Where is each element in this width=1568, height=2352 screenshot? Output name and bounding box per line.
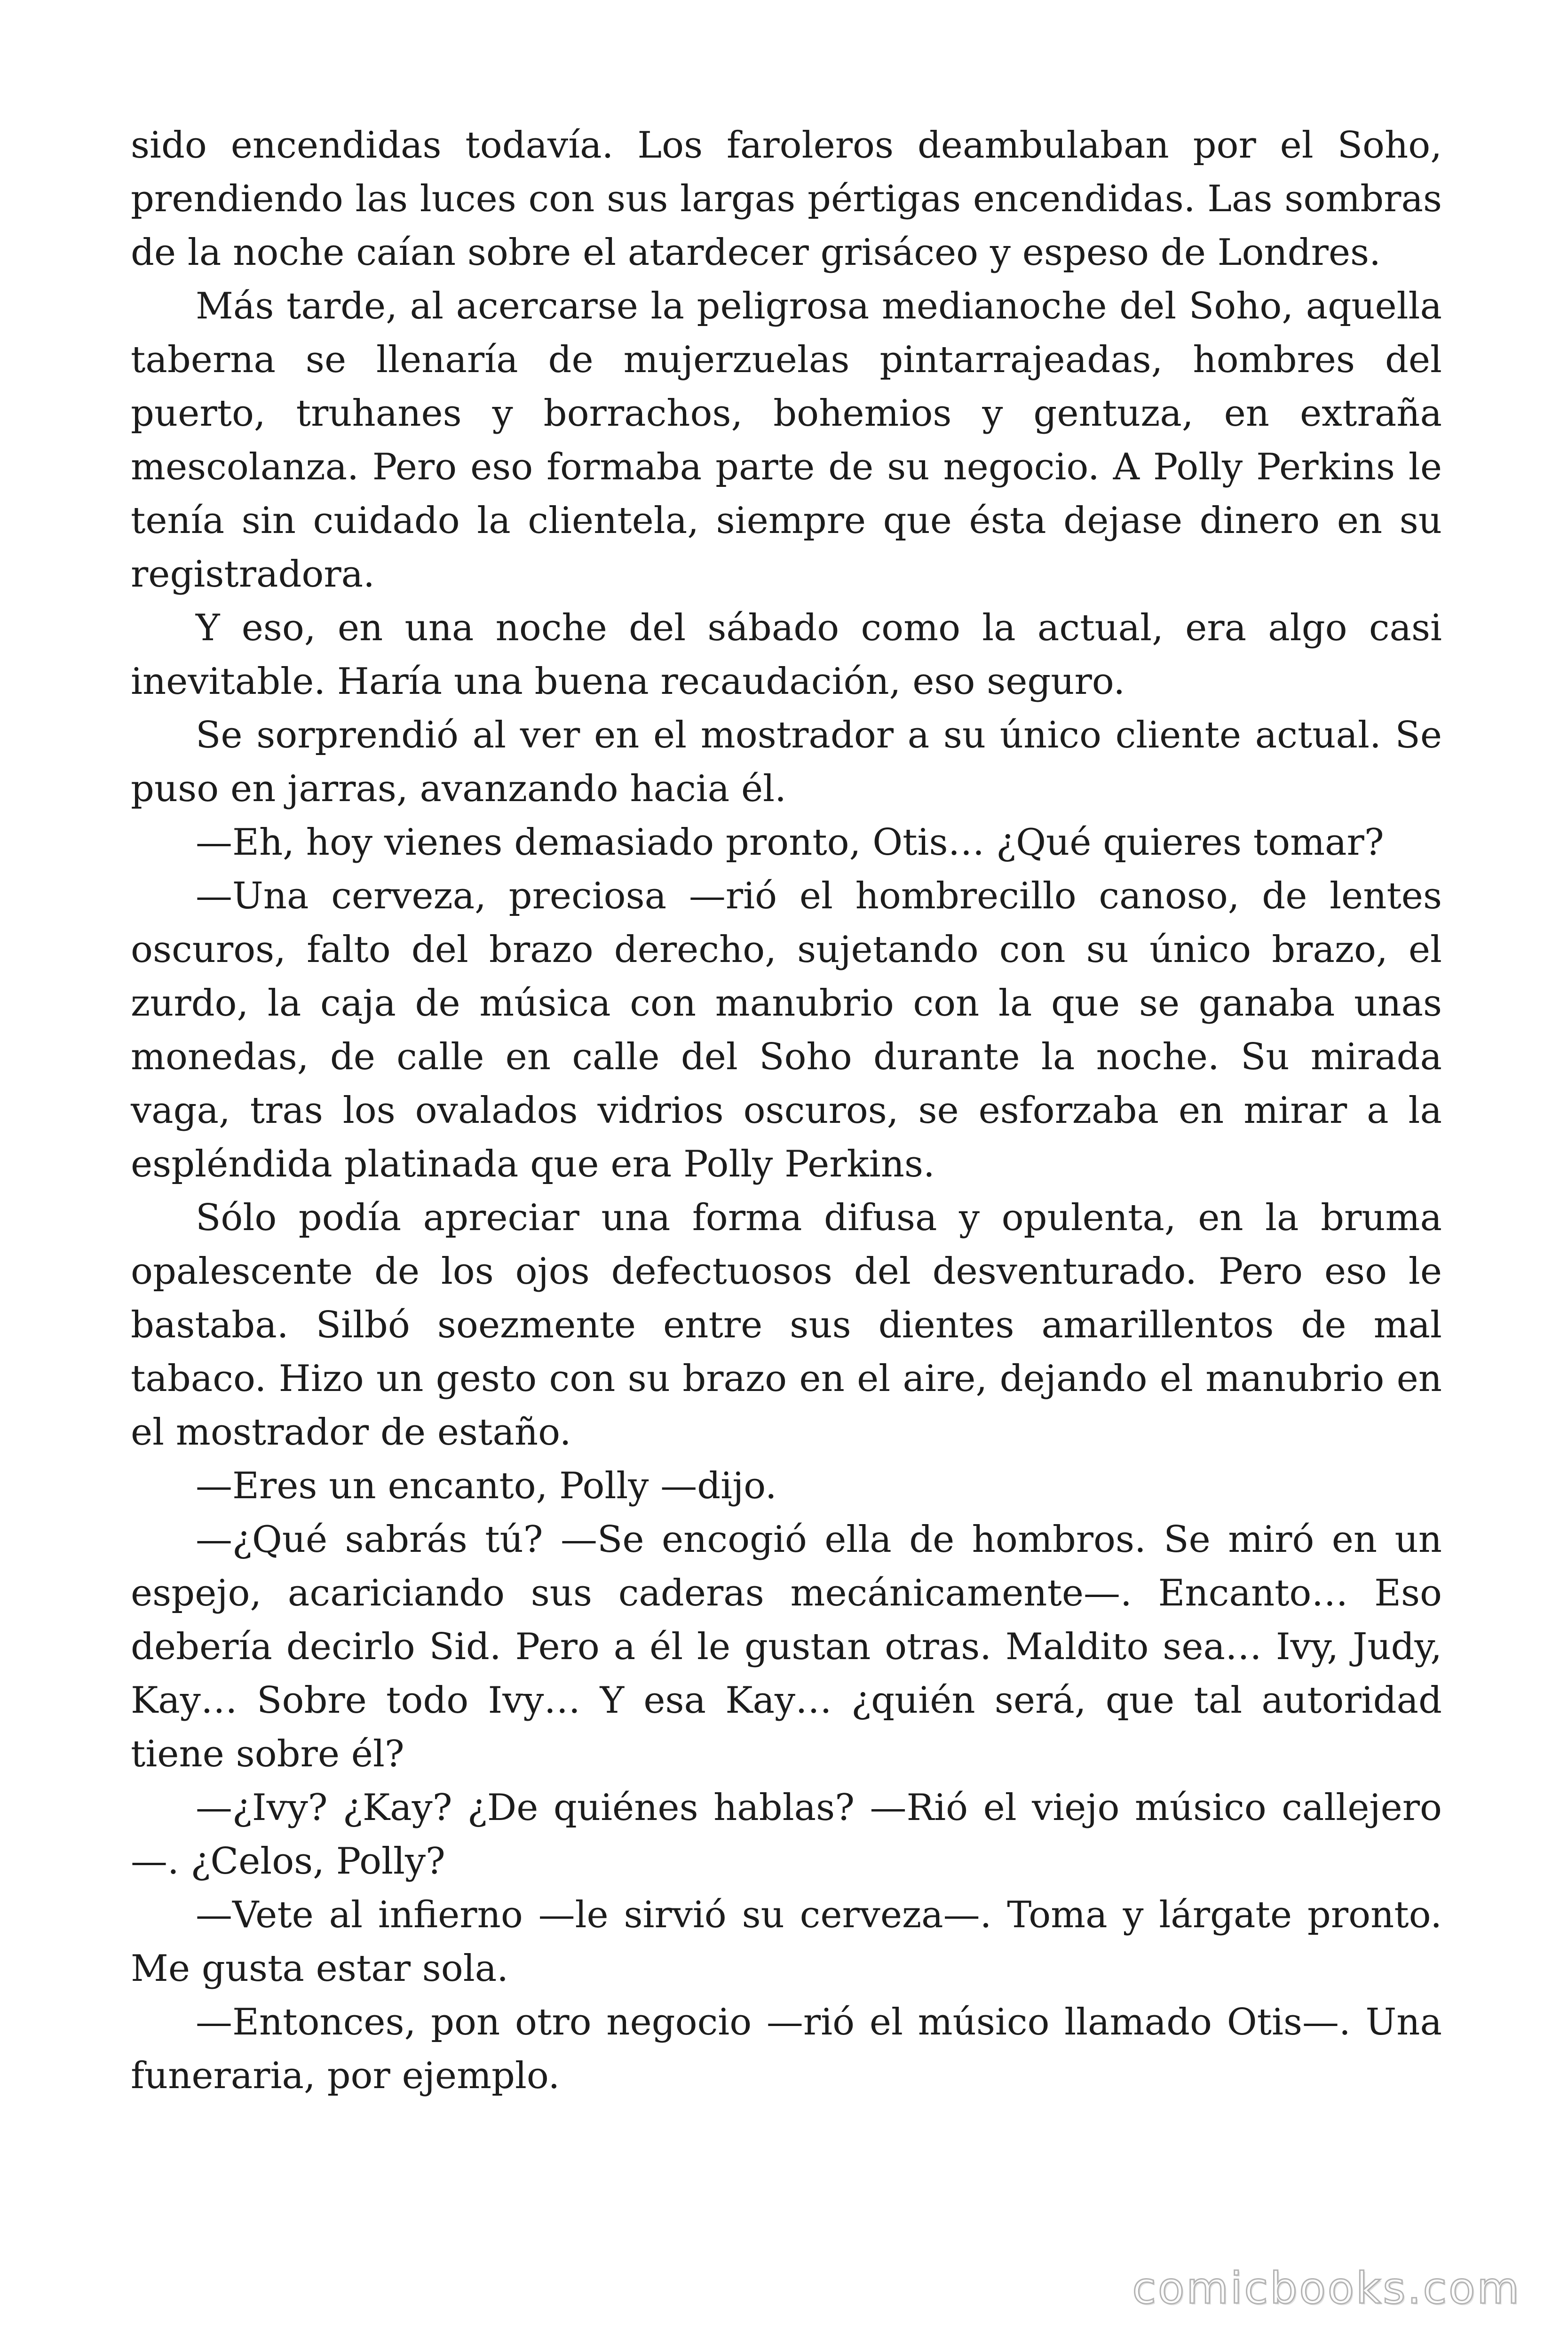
paragraph-2: Más tarde, al acercarse la peligrosa medianoche del Soho, aquella taberna se llenaría de mujerzuelas pintarrajeadas, hombres del puerto, truhanes y borrachos, bohemios y gentuza, en extraña mescolanza. Pero eso formaba parte de su negocio. A Polly Perkins le tenía sin cuidado la clientela, siempre que ésta dejase dinero en su registradora. <box>131 285 1442 596</box>
page-body <box>131 119 1442 2103</box>
paragraph-8: —Eres un encanto, Polly —dijo. <box>196 1465 777 1507</box>
watermark: comicbooks.com <box>1132 2263 1521 2313</box>
paragraph-7: Sólo podía apreciar una forma difusa y opulenta, en la bruma opalescente de los ojos defectuosos del desventurado. Pero eso le bastaba. Silbó soezmente entre sus dientes amarillentos de mal tabaco. Hizo un gesto con su brazo en el aire, dejando el manubrio en el mostrador de estaño. <box>131 1197 1442 1454</box>
paragraph-6: —Una cerveza, preciosa —rió el hombrecillo canoso, de lentes oscuros, falto del brazo derecho, sujetando con su único brazo, el zurdo, la caja de música con manubrio con la que se ganaba unas monedas, de calle en calle del Soho durante la noche. Su mirada vaga, tras los ovalados vidrios oscuros, se esforzaba en mirar a la espléndida platinada que era Polly Perkins. <box>131 875 1442 1185</box>
paragraph-11: —Vete al infierno —le sirvió su cerveza—. Toma y lárgate pronto. Me gusta estar sola. <box>131 1894 1442 1990</box>
paragraph-10: —¿Ivy? ¿Kay? ¿De quiénes hablas? —Rió el viejo músico callejero—. ¿Celos, Polly? <box>131 1787 1442 1883</box>
paragraph-9: —¿Qué sabrás tú? —Se encogió ella de hombros. Se miró en un espejo, acariciando sus caderas mecánicamente—. Encanto… Eso debería decirlo Sid. Pero a él le gustan otras. Maldito sea… Ivy, Judy, Kay… Sobre todo Ivy… Y esa Kay… ¿quién será, que tal autoridad tiene sobre él? <box>131 1518 1442 1775</box>
paragraph-12: —Entonces, pon otro negocio —rió el músico llamado Otis—. Una funeraria, por ejemplo. <box>131 2001 1442 2097</box>
paragraph-3: Y eso, en una noche del sábado como la actual, era algo casi inevitable. Haría una buena recaudación, eso seguro. <box>131 607 1442 703</box>
paragraph-1: sido encendidas todavía. Los faroleros deambulaban por el Soho, prendiendo las luces con sus largas pértigas encendidas. Las sombras de la noche caían sobre el atardecer grisáceo y espeso de Londres. <box>131 124 1442 274</box>
paragraph-4: Se sorprendió al ver en el mostrador a su único cliente actual. Se puso en jarras, avanzando hacia él. <box>131 714 1442 810</box>
paragraph-5: —Eh, hoy vienes demasiado pronto, Otis… ¿Qué quieres tomar? <box>196 821 1384 864</box>
